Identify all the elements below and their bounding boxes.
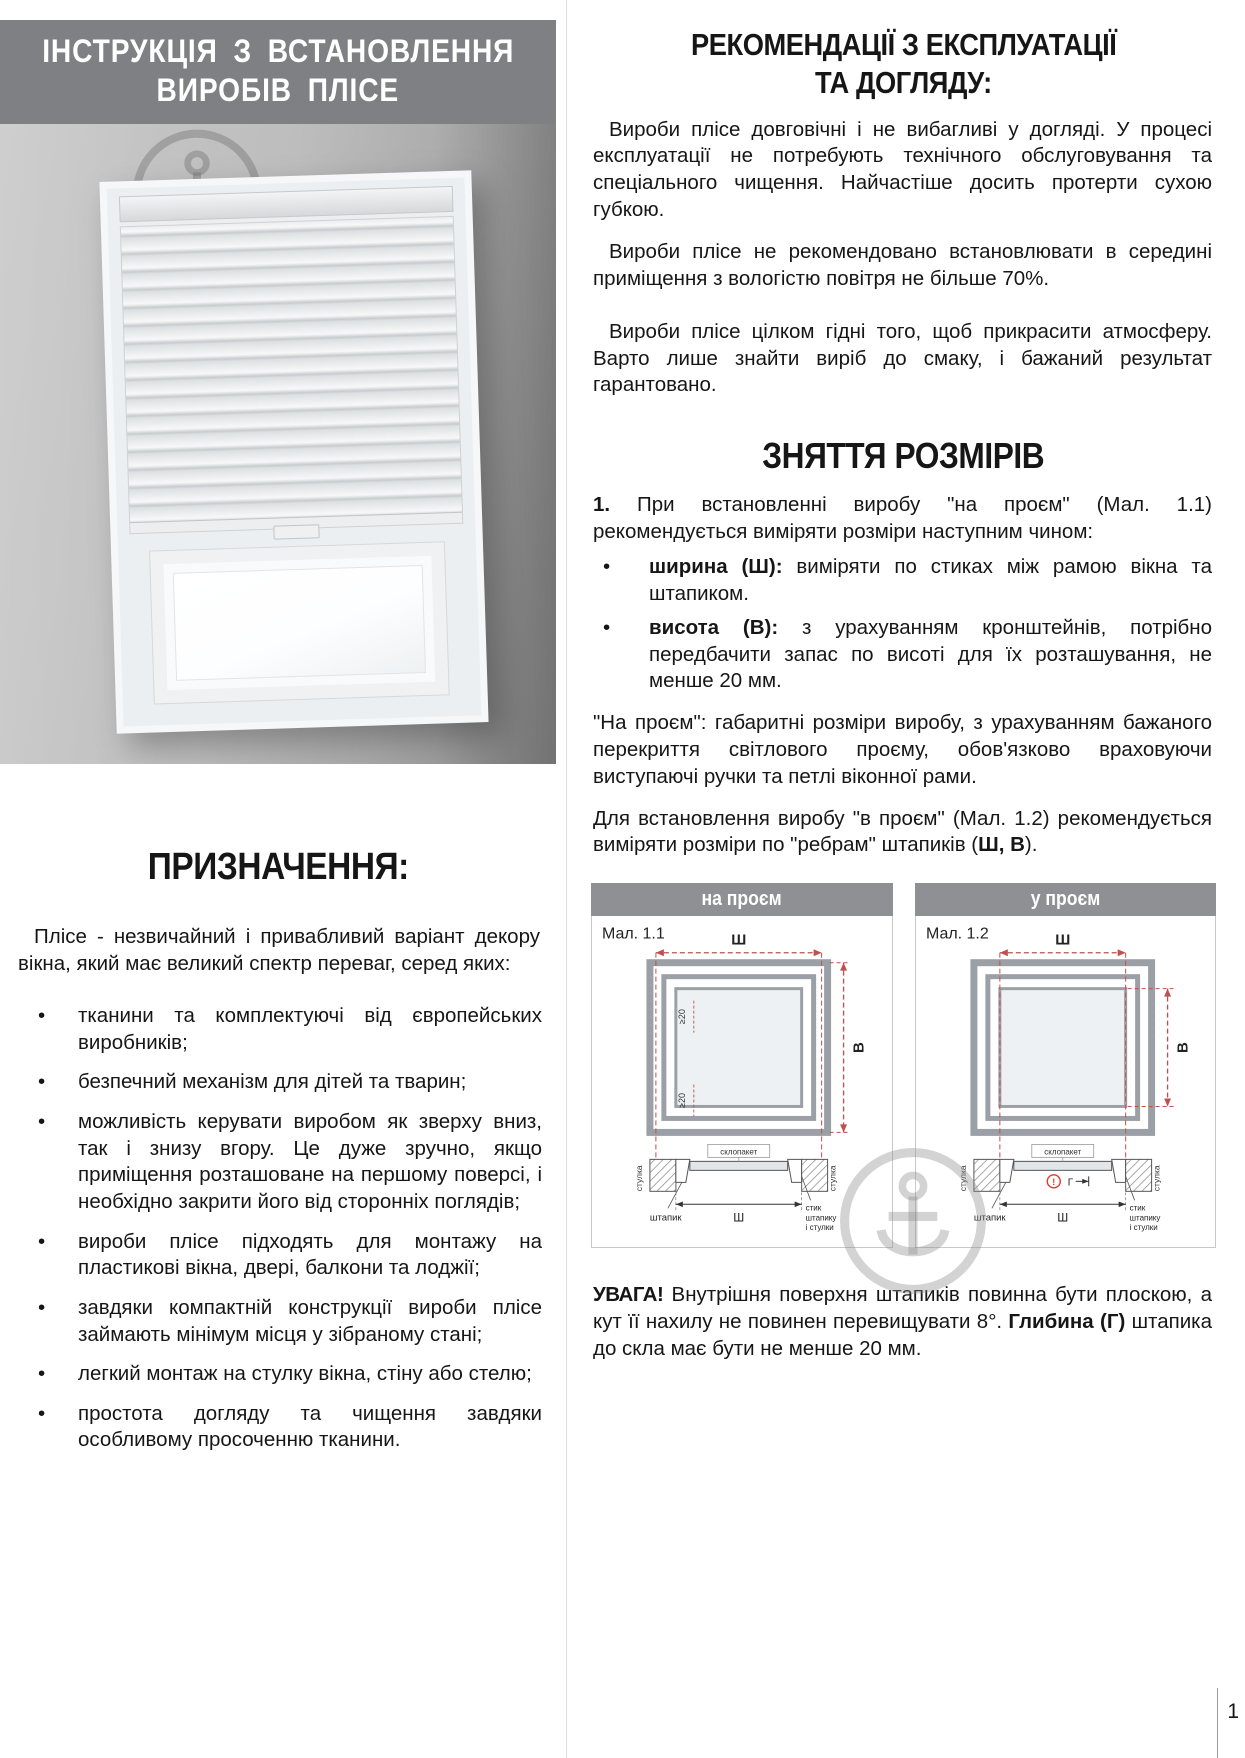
measure-step-1 — [593, 492, 1212, 546]
height-term: висота (В): — [649, 616, 779, 640]
figure-1-2-header-text: у проєм — [1030, 888, 1101, 911]
measure-heading — [591, 435, 1216, 477]
left-column — [0, 0, 556, 1758]
pleated-blind — [120, 216, 464, 534]
warning-label: УВАГА! — [593, 1283, 664, 1307]
step-number: 1. — [593, 493, 611, 517]
warning-text-2: штапика до скла має бути не менше 20 мм. — [593, 1310, 1212, 1361]
width-definition: виміряти по стиках між рамою вікна та штапиком. — [649, 554, 1212, 605]
care-heading — [591, 26, 1216, 102]
list-item: • легкий монтаж на стулку вікна, стіну або стелю; — [32, 1361, 542, 1388]
glazing-label: склопакет — [1043, 1147, 1081, 1157]
warning-exclamation-icon: ! — [1051, 1177, 1055, 1188]
list-item: • вироби плісе підходять для монтажу на пластикові вікна, двері, балкони та лоджії; — [32, 1229, 542, 1282]
figure-1-1-header — [591, 883, 893, 916]
measure-p3-bold: Ш, В — [978, 833, 1025, 857]
cross-section-width-label: Ш — [1056, 1210, 1068, 1225]
min-gap-top-label: ≥20 — [676, 1009, 687, 1025]
joint-label-line3: і стулки — [1129, 1223, 1158, 1233]
warning-bold-term: Глибина (Г) — [1008, 1310, 1126, 1334]
care-paragraph-1: Вироби плісе довговічні і не вибагливі у догляді. У процесі експлуатації не потребують технічного обслуговування та спеціального чищення. Найчастіше досить протерти сухою губкою. — [593, 117, 1212, 222]
list-item: • завдяки компактній конструкції вироби плісе займають мінімум місця у зібраному стані; — [32, 1295, 542, 1348]
measure-p3-text: Для встановлення виробу "в проєм" (Мал. 1.2) рекомендується виміряти розміри по "ребрам" штапиків ( — [593, 806, 1212, 857]
joint-label-line2: штапику — [1129, 1213, 1160, 1223]
care-heading-line1: РЕКОМЕНДАЦІЇ З ЕКСПЛУАТАЦІЇ — [690, 27, 1117, 62]
figure-1-1-svg — [592, 916, 892, 1247]
width-label: Ш — [731, 932, 747, 950]
step-text: При встановленні виробу "на проєм" (Мал. 1.1) рекомендується виміряти розміри наступним чином: — [593, 493, 1212, 544]
figure-1-2 — [915, 883, 1217, 1248]
product-photo — [0, 124, 556, 764]
banner-title-line2 — [0, 71, 556, 110]
height-label: В — [1174, 1042, 1192, 1054]
joint-label-line1: стик — [1129, 1203, 1145, 1213]
page-number: 1 — [1227, 1700, 1239, 1723]
cross-section-width-label: Ш — [733, 1210, 745, 1225]
height-definition: з урахуванням кронштейнів, потрібно передбачити запас по висоті для їх розташування, не менше 20 мм. — [649, 616, 1212, 693]
blind-handle — [273, 524, 319, 539]
list-item: • безпечний механізм для дітей та тварин; — [32, 1069, 542, 1096]
window-glass — [173, 565, 426, 681]
list-item: • можливість керувати виробом як зверху вниз, так і знизу вгору. Це дуже зручно, якщо приміщення розташоване на першому поверсі, і необхідно закрити його від сторонніх поглядів; — [32, 1109, 542, 1216]
window-illustration — [99, 170, 488, 733]
purpose-heading-text: ПРИЗНАЧЕННЯ: — [147, 846, 409, 889]
measure-paragraph-2: "На проєм": габаритні розміри виробу, з урахуванням бажаного перекриття світлового проєму, обов'язково враховуючи виступаючі ручки та петлі віконної рами. — [593, 711, 1212, 788]
list-item: • простота догляду та чищення завдяки особливому просоченню тканини. — [32, 1401, 542, 1454]
glazing-label: склопакет — [720, 1147, 758, 1157]
figure-1-1-drawing — [591, 916, 893, 1248]
sash-right-label: стулка — [827, 1165, 838, 1192]
banner-title-line1-text: ІНСТРУКЦІЯ З ВСТАНОВЛЕННЯ — [41, 33, 515, 69]
page-number-divider — [1217, 1688, 1218, 1758]
figure-caption: Мал. 1.1 — [601, 926, 665, 944]
list-item — [599, 554, 1212, 607]
measure-heading-text: ЗНЯТТЯ РОЗМІРІВ — [762, 435, 1045, 477]
purpose-list — [32, 1003, 542, 1454]
window-front-view — [973, 963, 1151, 1133]
care-heading-line2: ТА ДОГЛЯДУ: — [815, 64, 992, 100]
measure-p3-tail: ). — [1024, 833, 1038, 857]
window-frame — [99, 170, 488, 733]
column-divider — [566, 0, 567, 1758]
measure-paragraph-3 — [593, 806, 1212, 860]
height-dimension — [830, 963, 850, 1133]
depth-label: Г — [1067, 1177, 1073, 1189]
banner-title-line2-text: ВИРОБІВ ПЛІСЕ — [156, 72, 400, 109]
cross-section-width-dimension — [676, 1183, 802, 1211]
list-item — [599, 615, 1212, 695]
sash-right-label: стулка — [1151, 1165, 1162, 1192]
measure-list — [599, 554, 1212, 695]
cross-section-width-dimension — [999, 1183, 1125, 1211]
purpose-intro: Плісе - незвичайний і привабливий варіант декору вікна, який має великий спектр переваг, серед яких: — [18, 925, 540, 976]
page-footer — [1217, 1688, 1241, 1758]
width-term: ширина (Ш): — [649, 554, 783, 578]
sash-left-label: стулка — [957, 1165, 968, 1192]
width-label: Ш — [1054, 932, 1070, 950]
min-gap-bottom-label: ≥20 — [676, 1093, 687, 1109]
bead-label: штапик — [973, 1212, 1006, 1224]
window-sash — [150, 542, 449, 703]
warning-text-1: Внутрішня поверхня штапиків повинна бути плоскою, а кут її нахилу не повинен перевищувати 8°. — [593, 1283, 1212, 1334]
figure-1-1-header-text: на проєм — [701, 888, 782, 911]
sash-left-label: стулка — [633, 1165, 644, 1192]
banner-title-line1 — [0, 32, 556, 71]
purpose-heading — [0, 846, 556, 889]
care-paragraph-3: Вироби плісе цілком гідні того, щоб прикрасити атмосферу. Варто лише знайти виріб до смаку, і бажаний результат гарантовано. — [593, 319, 1212, 397]
bead-label: штапик — [649, 1212, 682, 1224]
diagram-figures — [591, 883, 1216, 1248]
list-item: • тканини та комплектуючі від європейських виробників; — [32, 1003, 542, 1056]
figure-caption: Мал. 1.2 — [925, 926, 989, 944]
right-column — [591, 0, 1216, 1758]
joint-label-line3: і стулки — [805, 1223, 834, 1233]
figure-1-2-drawing — [915, 916, 1217, 1248]
joint-label-line2: штапику — [805, 1213, 837, 1223]
height-label: В — [850, 1042, 868, 1054]
joint-label-line1: стик — [805, 1203, 822, 1213]
figure-1-2-svg — [916, 916, 1216, 1247]
care-paragraph-2: Вироби плісе не рекомендовано встановлювати в середині приміщення з вологістю повітря не більше 70%. — [593, 240, 1212, 290]
left-banner — [0, 20, 556, 124]
figure-1-2-header — [915, 883, 1217, 916]
figure-1-1 — [591, 883, 893, 1248]
warning-paragraph — [593, 1282, 1212, 1363]
